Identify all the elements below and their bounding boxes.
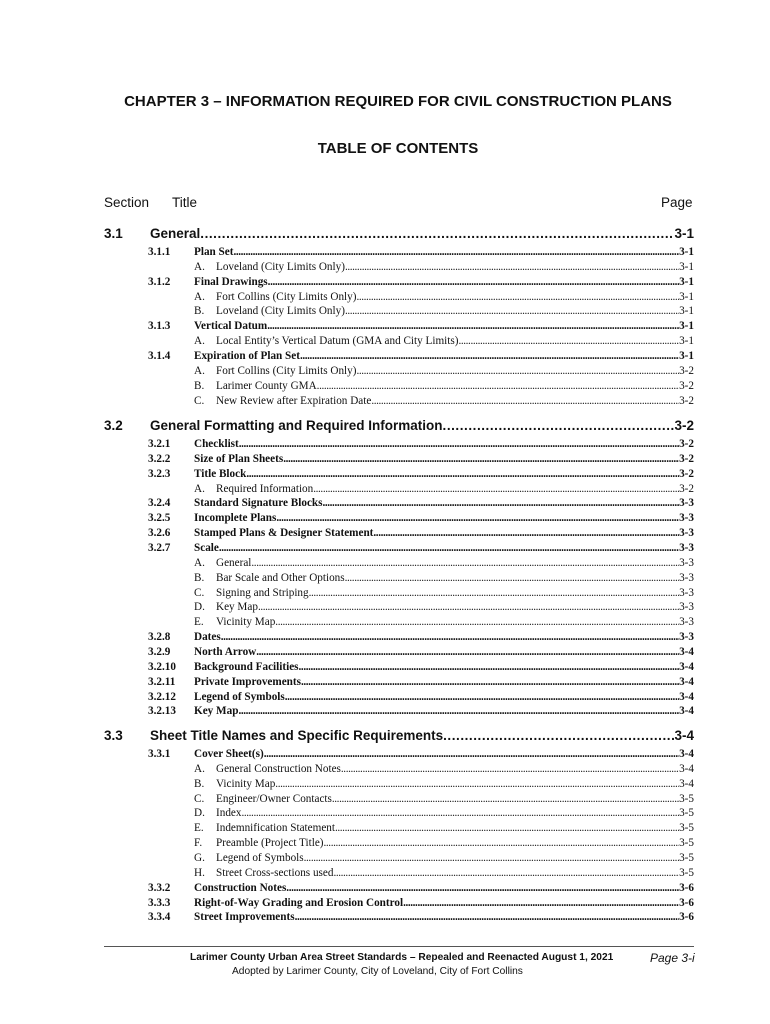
subentry-letter: A. — [194, 364, 205, 377]
section-heading[interactable] — [150, 728, 694, 743]
entry-line — [194, 630, 694, 645]
subentry-page: 3-4 — [679, 777, 694, 790]
subentry-letter: B. — [194, 379, 205, 392]
toc-entry[interactable] — [148, 245, 694, 260]
subentry-line — [194, 334, 694, 349]
dot-leader — [332, 792, 679, 807]
dot-leader — [322, 496, 679, 511]
toc-entry[interactable] — [148, 747, 694, 762]
subentry-letter: C. — [194, 394, 205, 407]
dot-leader — [317, 379, 679, 394]
dot-leader — [268, 275, 679, 290]
subentry-page: 3-3 — [679, 556, 694, 569]
subentry-title: General Construction Notes — [216, 762, 341, 775]
toc-entry[interactable] — [148, 452, 694, 467]
entry-title: Title Block — [194, 467, 247, 480]
entry-page: 3-4 — [679, 748, 694, 760]
subentry-page: 3-5 — [679, 792, 694, 805]
subentry-letter: A. — [194, 260, 205, 273]
entry-number: 3.2.8 — [148, 631, 171, 644]
entry-line — [194, 747, 694, 762]
dot-leader — [443, 418, 675, 433]
subentry-letter: B. — [194, 777, 205, 790]
dot-leader — [335, 821, 679, 836]
subentry-title: Preamble (Project Title) — [216, 837, 324, 850]
entry-number: 3.2.12 — [148, 690, 176, 703]
dot-leader — [246, 467, 679, 482]
entry-number: 3.1.2 — [148, 275, 171, 288]
subentry-title: Loveland (City Limits Only) — [216, 305, 345, 318]
subentry-line — [194, 836, 694, 851]
dot-leader — [301, 675, 679, 690]
entry-page: 3-2 — [679, 452, 694, 465]
entry-page: 3-2 — [679, 467, 694, 480]
section-page: 3-2 — [674, 418, 694, 433]
toc-subentry[interactable] — [148, 615, 694, 630]
section-heading[interactable] — [150, 226, 694, 241]
dot-leader — [275, 615, 679, 630]
section-number: 3.1 — [104, 226, 123, 241]
dot-leader — [356, 290, 679, 305]
entry-page: 3-6 — [679, 896, 694, 909]
entry-number: 3.2.3 — [148, 467, 171, 480]
entry-title: Key Map — [194, 705, 239, 718]
toc-entry[interactable] — [148, 660, 694, 675]
entry-page: 3-3 — [679, 542, 694, 554]
subentry-line — [194, 290, 694, 305]
entry-title: Right-of-Way Grading and Erosion Control — [194, 896, 404, 909]
entry-line — [194, 349, 694, 364]
section-page: 3-4 — [674, 728, 694, 743]
footer-adoption-note: Adopted by Larimer County, City of Loveland, City of Fort Collins — [232, 966, 523, 977]
dot-leader — [233, 245, 679, 260]
entry-line — [194, 467, 694, 482]
subentry-title: Local Entity’s Vertical Datum (GMA and City Limits) — [216, 335, 459, 348]
entry-page: 3-3 — [679, 527, 694, 540]
entry-page: 3-4 — [679, 660, 694, 673]
entry-title: Incomplete Plans — [194, 512, 277, 525]
entry-number: 3.3.1 — [148, 748, 171, 760]
subentry-line — [194, 304, 694, 319]
dot-leader — [219, 541, 679, 556]
subentry-letter: C. — [194, 792, 205, 805]
dot-leader — [309, 586, 679, 601]
dot-leader — [275, 777, 679, 792]
subentry-line — [194, 586, 694, 601]
subentry-title: Indemnification Statement — [216, 822, 335, 835]
subentry-title: Index — [216, 807, 242, 820]
entry-page: 3-4 — [679, 675, 694, 688]
dot-leader — [300, 349, 679, 364]
entry-line — [194, 319, 694, 334]
chapter-title: CHAPTER 3 – INFORMATION REQUIRED FOR CIVIL CONSTRUCTION PLANS — [124, 93, 672, 110]
toc-subentry[interactable] — [148, 364, 694, 379]
entry-number: 3.2.13 — [148, 705, 176, 718]
toc-subentry[interactable] — [148, 260, 694, 275]
subentry-line — [194, 571, 694, 586]
entry-page: 3-4 — [679, 690, 694, 703]
toc-subentry[interactable] — [148, 571, 694, 586]
dot-leader — [286, 881, 679, 896]
subentry-page: 3-3 — [679, 571, 694, 584]
subentry-title: Street Cross-sections used — [216, 866, 334, 879]
subentry-page: 3-2 — [679, 364, 694, 377]
subentry-page: 3-3 — [679, 586, 694, 599]
dot-leader — [239, 437, 679, 452]
section-number: 3.3 — [104, 728, 123, 743]
section-title: General Formatting and Required Information — [150, 418, 443, 433]
entry-page: 3-1 — [679, 350, 694, 362]
entry-number: 3.1.1 — [148, 246, 171, 258]
dot-leader — [345, 260, 679, 275]
dot-leader — [356, 364, 679, 379]
subentry-page: 3-2 — [679, 394, 694, 407]
subentry-line — [194, 792, 694, 807]
dot-leader — [299, 660, 680, 675]
toc-entry[interactable] — [148, 541, 694, 556]
subentry-page: 3-2 — [679, 379, 694, 392]
subentry-page: 3-5 — [679, 837, 694, 850]
subentry-line — [194, 777, 694, 792]
toc-entry[interactable] — [148, 690, 694, 705]
dot-leader — [200, 226, 674, 241]
subentry-letter: B. — [194, 305, 205, 318]
subentry-title: Larimer County GMA — [216, 379, 317, 392]
entry-number: 3.3.3 — [148, 896, 171, 909]
subentry-title: General — [216, 556, 252, 569]
toc-subentry[interactable] — [148, 586, 694, 601]
toc-entry[interactable] — [148, 881, 694, 896]
entry-page: 3-6 — [679, 881, 694, 894]
toc-entry[interactable] — [148, 896, 694, 911]
entry-title: Construction Notes — [194, 881, 287, 894]
subentry-page: 3-4 — [679, 762, 694, 775]
toc-entry[interactable] — [148, 319, 694, 334]
entry-title: Plan Set — [194, 246, 234, 258]
entry-number: 3.2.6 — [148, 527, 171, 540]
entry-title: Size of Plan Sheets — [194, 452, 284, 465]
entry-page: 3-4 — [679, 705, 694, 718]
entry-number: 3.3.4 — [148, 911, 171, 924]
toc-subentry[interactable] — [148, 806, 694, 821]
footer-document-title: Larimer County Urban Area Street Standards – Repealed and Reenacted August 1, 2021 — [190, 952, 614, 963]
toc-entry[interactable] — [148, 675, 694, 690]
toc-subentry[interactable] — [148, 290, 694, 305]
subentry-letter: D. — [194, 601, 205, 614]
subentry-page: 3-2 — [679, 482, 694, 495]
toc-entry[interactable] — [148, 496, 694, 511]
toc-subentry[interactable] — [148, 821, 694, 836]
entry-line — [194, 511, 694, 526]
subentry-letter: E. — [194, 616, 204, 629]
dot-leader — [345, 304, 679, 319]
entry-title: Dates — [194, 631, 221, 644]
entry-title: Final Drawings — [194, 275, 268, 288]
subentry-letter: D. — [194, 807, 205, 820]
toc-entry[interactable] — [148, 910, 694, 925]
column-header-page: Page — [661, 195, 693, 210]
entry-title: Stamped Plans & Designer Statement — [194, 527, 374, 540]
entry-line — [194, 245, 694, 260]
dot-leader — [256, 645, 679, 660]
dot-leader — [241, 806, 679, 821]
dot-leader — [238, 704, 679, 719]
entry-line — [194, 437, 694, 452]
entry-title: Legend of Symbols — [194, 690, 285, 703]
subentry-page: 3-3 — [679, 616, 694, 629]
entry-line — [194, 881, 694, 896]
entry-page: 3-6 — [679, 911, 694, 924]
section-title: Sheet Title Names and Specific Requirements — [150, 728, 444, 743]
subentry-title: Engineer/Owner Contacts — [216, 792, 332, 805]
entry-number: 3.3.2 — [148, 881, 171, 894]
entry-title: Expiration of Plan Set — [194, 350, 300, 362]
entry-number: 3.2.1 — [148, 438, 171, 450]
toc-entry[interactable] — [148, 526, 694, 541]
entry-title: Private Improvements — [194, 675, 301, 688]
entry-number: 3.2.2 — [148, 452, 171, 465]
toc-subentry[interactable] — [148, 792, 694, 807]
subentry-page: 3-1 — [679, 290, 694, 303]
subentry-title: Fort Collins (City Limits Only) — [216, 290, 357, 303]
subentry-title: Vicinity Map — [216, 616, 276, 629]
toc-entry[interactable] — [148, 704, 694, 719]
subentry-letter: A. — [194, 482, 205, 495]
entry-number: 3.2.7 — [148, 542, 171, 554]
subentry-letter: G. — [194, 852, 205, 864]
toc-entry[interactable] — [148, 437, 694, 452]
dot-leader — [285, 690, 679, 705]
entry-line — [194, 452, 694, 467]
subentry-line — [194, 394, 694, 409]
subentry-page: 3-3 — [679, 601, 694, 614]
subentry-line — [194, 482, 694, 497]
subentry-title: Fort Collins (City Limits Only) — [216, 364, 357, 377]
entry-title: Cover Sheet(s) — [194, 748, 264, 760]
subentry-letter: A. — [194, 556, 205, 569]
subentry-title: New Review after Expiration Date — [216, 394, 372, 407]
dot-leader — [333, 866, 679, 881]
entry-page: 3-1 — [679, 275, 694, 288]
dot-leader — [295, 910, 680, 925]
subentry-page: 3-5 — [679, 807, 694, 820]
subentry-title: Loveland (City Limits Only) — [216, 260, 345, 273]
section-number: 3.2 — [104, 418, 123, 433]
entry-line — [194, 541, 694, 556]
dot-leader — [283, 452, 679, 467]
dot-leader — [313, 482, 679, 497]
subentry-page: 3-5 — [679, 822, 694, 835]
subentry-line — [194, 556, 694, 571]
entry-number: 3.2.11 — [148, 675, 176, 688]
footer-divider — [104, 946, 694, 947]
dot-leader — [373, 526, 679, 541]
entry-title: Scale — [194, 542, 219, 554]
entry-line — [194, 704, 694, 719]
column-header-title: Title — [172, 195, 198, 210]
dot-leader — [324, 836, 680, 851]
entry-number: 3.2.5 — [148, 512, 171, 525]
subentry-letter: A. — [194, 762, 205, 775]
toc-entry[interactable] — [148, 511, 694, 526]
entry-number: 3.2.9 — [148, 645, 171, 658]
dot-leader — [221, 630, 679, 645]
subentry-page: 3-5 — [679, 866, 694, 879]
entry-title: Background Facilities — [194, 660, 299, 673]
toc-subentry[interactable] — [148, 866, 694, 881]
subentry-letter: B. — [194, 571, 205, 584]
toc-subentry[interactable] — [148, 304, 694, 319]
subentry-letter: H. — [194, 866, 205, 879]
subentry-letter: F. — [194, 837, 203, 850]
entry-line — [194, 526, 694, 541]
subentry-title: Bar Scale and Other Options — [216, 571, 345, 584]
entry-line — [194, 660, 694, 675]
section-title: General — [150, 226, 201, 241]
column-header-section: Section — [104, 195, 150, 210]
subentry-line — [194, 260, 694, 275]
toc-subentry[interactable] — [148, 556, 694, 571]
dot-leader — [258, 600, 679, 615]
entry-line — [194, 896, 694, 911]
toc-entry[interactable] — [148, 467, 694, 482]
entry-page: 3-4 — [679, 645, 694, 658]
subentry-letter: C. — [194, 586, 205, 599]
subentry-line — [194, 806, 694, 821]
toc-entry[interactable] — [148, 645, 694, 660]
subentry-line — [194, 762, 694, 777]
toc-subentry[interactable] — [148, 394, 694, 409]
subentry-title: Key Map — [216, 601, 258, 614]
entry-page: 3-1 — [679, 246, 694, 258]
entry-page: 3-3 — [679, 497, 694, 510]
subentry-line — [194, 615, 694, 630]
toc-subentry[interactable] — [148, 836, 694, 851]
entry-number: 3.2.10 — [148, 660, 176, 673]
subentry-title: Required Information — [216, 482, 314, 495]
entry-line — [194, 690, 694, 705]
dot-leader — [251, 556, 679, 571]
subentry-title: Vicinity Map — [216, 777, 276, 790]
section-page: 3-1 — [674, 226, 694, 241]
page-number: Page 3-i — [650, 951, 695, 965]
entry-line — [194, 275, 694, 290]
entry-title: Street Improvements — [194, 911, 295, 924]
entry-title: Standard Signature Blocks — [194, 497, 323, 510]
entry-page: 3-2 — [679, 438, 694, 450]
entry-page: 3-1 — [679, 320, 694, 333]
dot-leader — [458, 334, 679, 349]
subentry-letter: A. — [194, 335, 205, 348]
toc-heading: TABLE OF CONTENTS — [317, 140, 479, 157]
subentry-letter: E. — [194, 822, 204, 835]
dot-leader — [341, 762, 679, 777]
entry-title: North Arrow — [194, 645, 257, 658]
toc-entry[interactable] — [148, 275, 694, 290]
subentry-title: Signing and Striping — [216, 586, 309, 599]
toc-subentry[interactable] — [148, 334, 694, 349]
entry-line — [194, 675, 694, 690]
subentry-line — [194, 866, 694, 881]
entry-line — [194, 910, 694, 925]
toc-subentry[interactable] — [148, 379, 694, 394]
entry-number: 3.2.4 — [148, 497, 171, 510]
subentry-letter: A. — [194, 290, 205, 303]
dot-leader — [264, 747, 679, 762]
dot-leader — [403, 896, 679, 911]
dot-leader — [371, 394, 679, 409]
dot-leader — [345, 571, 679, 586]
subentry-title: Legend of Symbols — [216, 852, 304, 864]
toc-subentry[interactable] — [148, 851, 694, 866]
subentry-line — [194, 851, 694, 866]
subentry-line — [194, 379, 694, 394]
toc-subentry[interactable] — [148, 482, 694, 497]
toc-subentry[interactable] — [148, 600, 694, 615]
dot-leader — [443, 728, 674, 743]
subentry-page: 3-1 — [679, 335, 694, 348]
section-heading[interactable] — [150, 418, 694, 433]
entry-page: 3-3 — [679, 631, 694, 644]
entry-line — [194, 645, 694, 660]
dot-leader — [267, 319, 679, 334]
toc-subentry[interactable] — [148, 777, 694, 792]
subentry-line — [194, 364, 694, 379]
entry-number: 3.1.3 — [148, 320, 171, 333]
subentry-page: 3-1 — [679, 260, 694, 273]
dot-leader — [276, 511, 679, 526]
toc-entry[interactable] — [148, 630, 694, 645]
entry-number: 3.1.4 — [148, 350, 171, 362]
entry-title: Vertical Datum — [194, 320, 268, 333]
entry-line — [194, 496, 694, 511]
entry-title: Checklist — [194, 438, 239, 450]
toc-entry[interactable] — [148, 349, 694, 364]
subentry-page: 3-1 — [679, 305, 694, 318]
subentry-line — [194, 600, 694, 615]
subentry-line — [194, 821, 694, 836]
toc-subentry[interactable] — [148, 762, 694, 777]
entry-page: 3-3 — [679, 512, 694, 525]
dot-leader — [304, 851, 679, 866]
subentry-page: 3-5 — [679, 852, 694, 864]
